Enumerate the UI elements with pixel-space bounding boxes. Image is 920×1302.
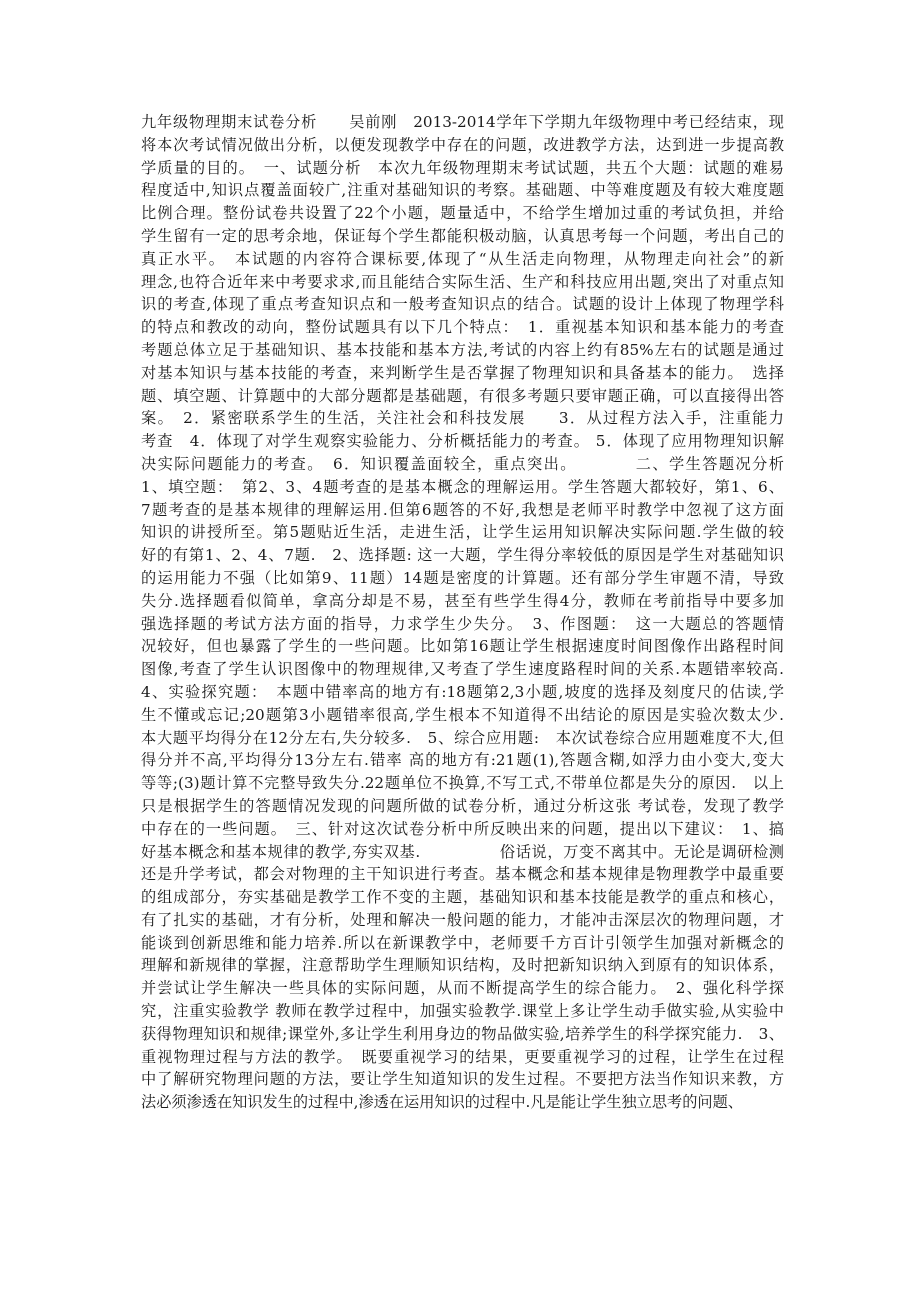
text-line: 学生留有一定的思考余地，保证每个学生都能积极动脑，认真思考每一个问题，考出自己的: [141, 226, 784, 245]
text-line: 只是根据学生的答题情况发现的问题所做的试卷分析，通过分析这张 考试卷，发现了教学: [141, 796, 784, 815]
text-line: 识的考查,体现了重点考查知识点和一般考查知识点的结合。试题的设计上体现了物理学科: [141, 295, 784, 314]
text-line: 的组成部分，夯实基础是教学工作不变的主题，基础知识和基本技能是教学的重点和核心，: [141, 888, 784, 907]
text-line: 学质量的目的。 一、试题分析 本次九年级物理期末考试试题，共五个大题：试题的难易: [141, 158, 784, 177]
text-line: 九年级物理期末试卷分析 吴前刚 2013-2014学年下学期九年级物理中考已经结束，现: [141, 113, 784, 131]
document-body: [141, 111, 784, 1114]
text-line: 图像,考查了学生认识图像中的物理规律,又考查了学生速度路程时间的关系.本题错率较高.: [141, 660, 784, 679]
text-line: 究，注重实验教学 教师在教学过程中，加强实验教学.课堂上多让学生动手做实验,从实验中: [141, 1002, 784, 1021]
text-line: 的运用能力不强（比如第9、11题）14题是密度的计算题。还有部分学生审题不清，导致: [141, 568, 784, 587]
text-line: 好基本概念和基本规律的教学,夯实双基. 俗话说，万变不离其中。无论是调研检测: [141, 842, 784, 861]
text-line: 考题总体立足于基础知识、基本技能和基本方法,考试的内容上约有85%左右的试题是通过: [141, 340, 784, 359]
text-line: 4、实验探究题： 本题中错率高的地方有:18题第2,3小题,坡度的选择及刻度尺的估读,学: [141, 682, 784, 701]
text-line: 况较好，但也暴露了学生的一些问题。比如第16题让学生根据速度时间图像作出路程时间: [141, 637, 784, 656]
text-line: 还是升学考试，都会对物理的主干知识进行考查。基本概念和基本规律是物理教学中最重要: [141, 865, 784, 884]
text-line: 考查 4．体现了对学生观察实验能力、分析概括能力的考查。 5．体现了应用物理知识解: [141, 432, 784, 451]
text-line: 比例合理。整份试卷共设置了22个小题，题量适中，不给学生增加过重的考试负担，并给: [141, 204, 784, 223]
text-line: 中存在的一些问题。 三、针对这次试卷分析中所反映出来的问题，提出以下建议： 1、搞: [141, 819, 784, 838]
text-line: 获得物理知识和规律;课堂外,多让学生利用身边的物品做实验,培养学生的科学探究能力. 3、: [141, 1024, 784, 1043]
text-line: 理解和新规律的掌握，注意帮助学生理顺知识结构，及时把新知识纳入到原有的知识体系，: [141, 956, 784, 975]
text-line: 生不懂或忘记;20题第3小题错率很高,学生根本不知道得不出结论的原因是实验次数太少.: [141, 705, 784, 724]
text-line: 将本次考试情况做出分析，以便发现教学中存在的问题，改进教学方法，达到进一步提高教: [141, 135, 784, 154]
text-line: 1、填空题： 第2、3、4题考查的是基本概念的理解运用。学生答题大都较好，第1、6、: [141, 477, 784, 496]
text-line: 本大题平均得分在12分左右,失分较多. 5、综合应用题: 本次试卷综合应用题难度不大,但: [141, 728, 784, 747]
text-line: 强选择题的考试方法方面的指导，力求学生少失分。 3、作图题： 这一大题总的答题情: [141, 614, 784, 633]
text-line: 7题考查的是基本规律的理解运用.但第6题答的不好,我想是老师平时教学中忽视了这方面: [141, 500, 784, 519]
text-line: 程度适中,知识点覆盖面较广,注重对基础知识的考察。基础题、中等难度题及有较大难度题: [141, 181, 784, 200]
text-line: 题、填空题、计算题中的大部分题都是基础题，有很多考题只要审题正确，可以直接得出答: [141, 386, 784, 405]
text-line: 法必须渗透在知识发生的过程中,渗透在运用知识的过程中.凡是能让学生独立思考的问题、: [141, 1093, 743, 1112]
text-line: 对基本知识与基本技能的考查，来判断学生是否掌握了物理知识和具备基本的能力。 选择: [141, 363, 784, 382]
text-line: 案。 2．紧密联系学生的生活，关注社会和科技发展 3．从过程方法入手，注重能力: [141, 409, 784, 428]
text-line: 决实际问题能力的考查。 6．知识覆盖面较全，重点突出。 二、学生答题况分析: [141, 454, 784, 473]
text-line: 失分.选择题看似简单，拿高分却是不易，甚至有些学生得4分，教师在考前指导中要多加: [141, 591, 784, 610]
text-line: 好的有第1、2、4、7题. 2、选择题: 这一大题，学生得分率较低的原因是学生对基础知识: [141, 546, 784, 565]
text-line: 得分并不高,平均得分13分左右.错率 高的地方有:21题(1),答题含糊,如浮力由小变大,变大: [141, 751, 784, 770]
text-line: 的特点和教改的动向，整份试题具有以下几个特点： 1．重视基本知识和基本能力的考查: [141, 318, 784, 337]
text-line: 知识的讲授所至。第5题贴近生活，走进生活，让学生运用知识解决实际问题.学生做的较: [141, 523, 784, 542]
text-line: 重视物理过程与方法的教学。 既要重视学习的结果，更要重视学习的过程，让学生在过程: [141, 1047, 784, 1066]
text-line: 有了扎实的基础，才有分析，处理和解决一般问题的能力，才能冲击深层次的物理问题，才: [141, 910, 784, 929]
text-line: 理念,也符合近年来中考要求求,而且能结合实际生活、生产和科技应用出题,突出了对重点知: [141, 272, 784, 291]
text-line: 并尝试让学生解决一些具体的实际问题，从而不断提高学生的综合能力。 2、强化科学探: [141, 979, 784, 998]
text-line: 能谈到创新思维和能力培养.所以在新课教学中，老师要千方百计引领学生加强对新概念的: [141, 933, 784, 952]
text-line: 等等;(3)题计算不完整导致失分.22题单位不换算,不写工式,不带单位都是失分的原因. 以上: [141, 774, 784, 793]
text-line: 真正水平。 本试题的内容符合课标要,体现了“从生活走向物理，从物理走向社会”的新: [141, 249, 784, 268]
text-line: 中了解研究物理问题的方法，要让学生知道知识的发生过程。不要把方法当作知识来教，方: [141, 1070, 784, 1089]
